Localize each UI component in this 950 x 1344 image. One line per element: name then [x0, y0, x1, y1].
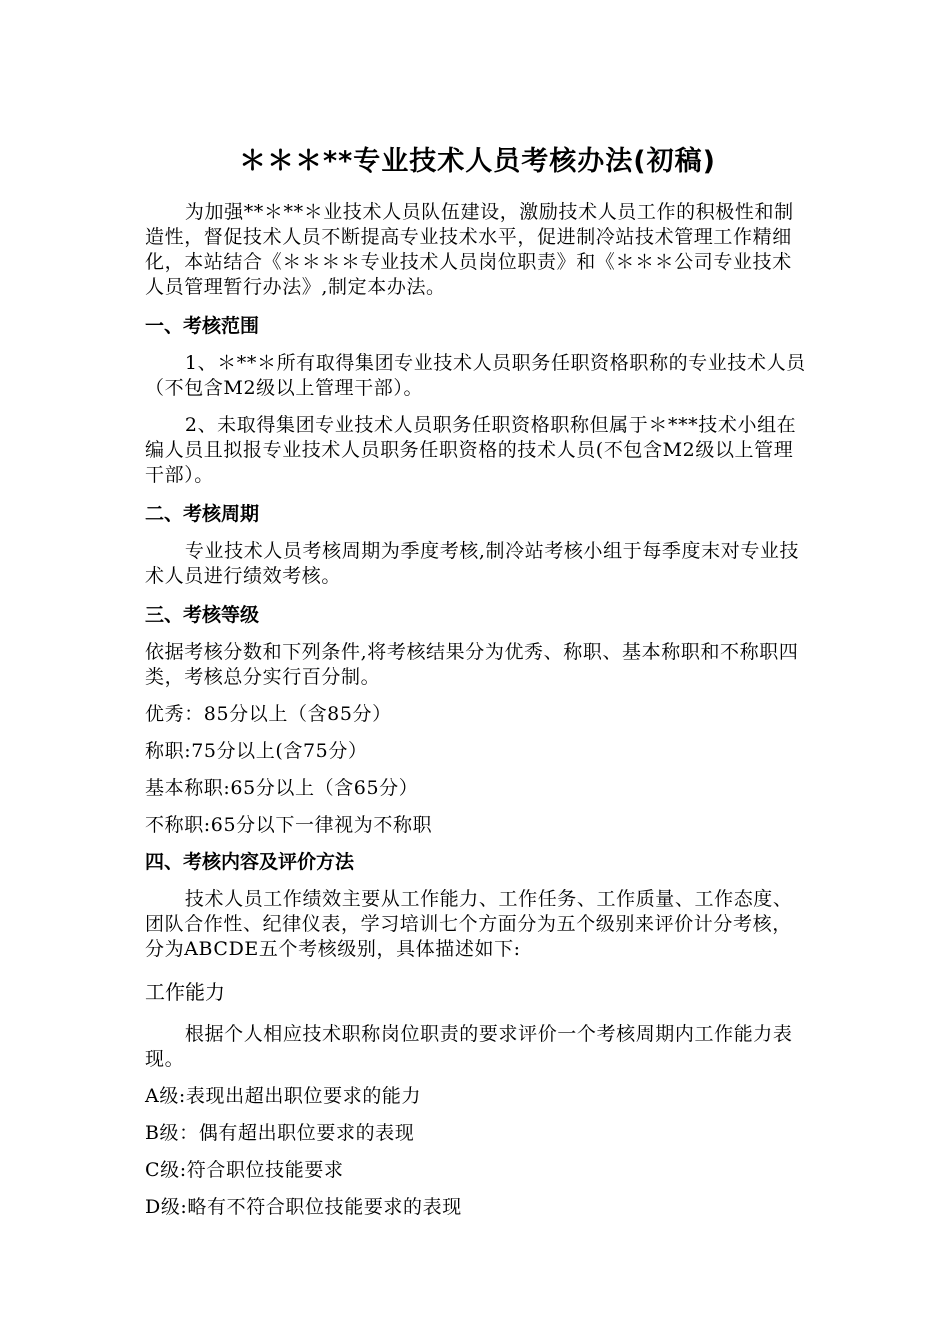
ability-level-a: A级:表现出超出职位要求的能力	[145, 1085, 422, 1107]
ability-level-c: C级:符合职位技能要求	[145, 1159, 344, 1181]
section-heading-grades: 三、考核等级	[145, 604, 260, 626]
period-paragraph: 专业技术人员考核周期为季度考核,制冷站考核小组于每季度末对专业技术人员进行绩效考核。	[145, 540, 800, 587]
ability-heading: 工作能力	[145, 980, 225, 1004]
ability-description: 根据个人相应技术职称岗位职责的要求评价一个考核周期内工作能力表现。	[145, 1023, 793, 1070]
grade-competent: 称职:75分以上(含75分）	[145, 740, 368, 762]
ability-level-d: D级:略有不符合职位技能要求的表现	[145, 1196, 462, 1218]
ability-level-b: B级：偶有超出职位要求的表现	[145, 1122, 415, 1144]
scope-item-2: 2、未取得集团专业技术人员职务任职资格职称但属于＊***技术小组在编人员且拟报专业技术人员职务任职资格的技术人员(不包含M2级以上管理干部）。	[145, 414, 797, 486]
grades-paragraph: 依据考核分数和下列条件,将考核结果分为优秀、称职、基本称职和不称职四类，考核总分实行百分制。	[145, 641, 799, 688]
document-title: ＊＊＊**专业技术人员考核办法(初稿)	[239, 146, 716, 177]
scope-item-1: 1、＊**＊所有取得集团专业技术人员职务任职资格职称的专业技术人员（不包含M2级以上管理干部）。	[145, 352, 806, 399]
intro-paragraph: 为加强**＊**＊业技术人员队伍建设，激励技术人员工作的积极性和制造性，督促技术人员不断提高专业技术水平，促进制冷站技术管理工作精细化，本站结合《＊＊＊＊专业技术人员岗位职责》和《＊＊＊公司专业技术人员管理暂行办法》,制定本办法。	[145, 201, 794, 298]
grade-incompetent: 不称职:65分以下一律视为不称职	[145, 814, 433, 836]
content-paragraph: 技术人员工作绩效主要从工作能力、工作任务、工作质量、工作态度、团队合作性、纪律仪表，学习培训七个方面分为五个级别来评价计分考核，分为ABCDE五个考核级别，具体描述如下:	[145, 888, 793, 960]
grade-basic: 基本称职:65分以上（含65分）	[145, 777, 419, 799]
section-heading-content: 四、考核内容及评价方法	[145, 851, 355, 873]
grade-excellent: 优秀：85分以上（含85分）	[145, 703, 392, 725]
section-heading-scope: 一、考核范围	[145, 315, 260, 337]
section-heading-period: 二、考核周期	[145, 503, 260, 525]
